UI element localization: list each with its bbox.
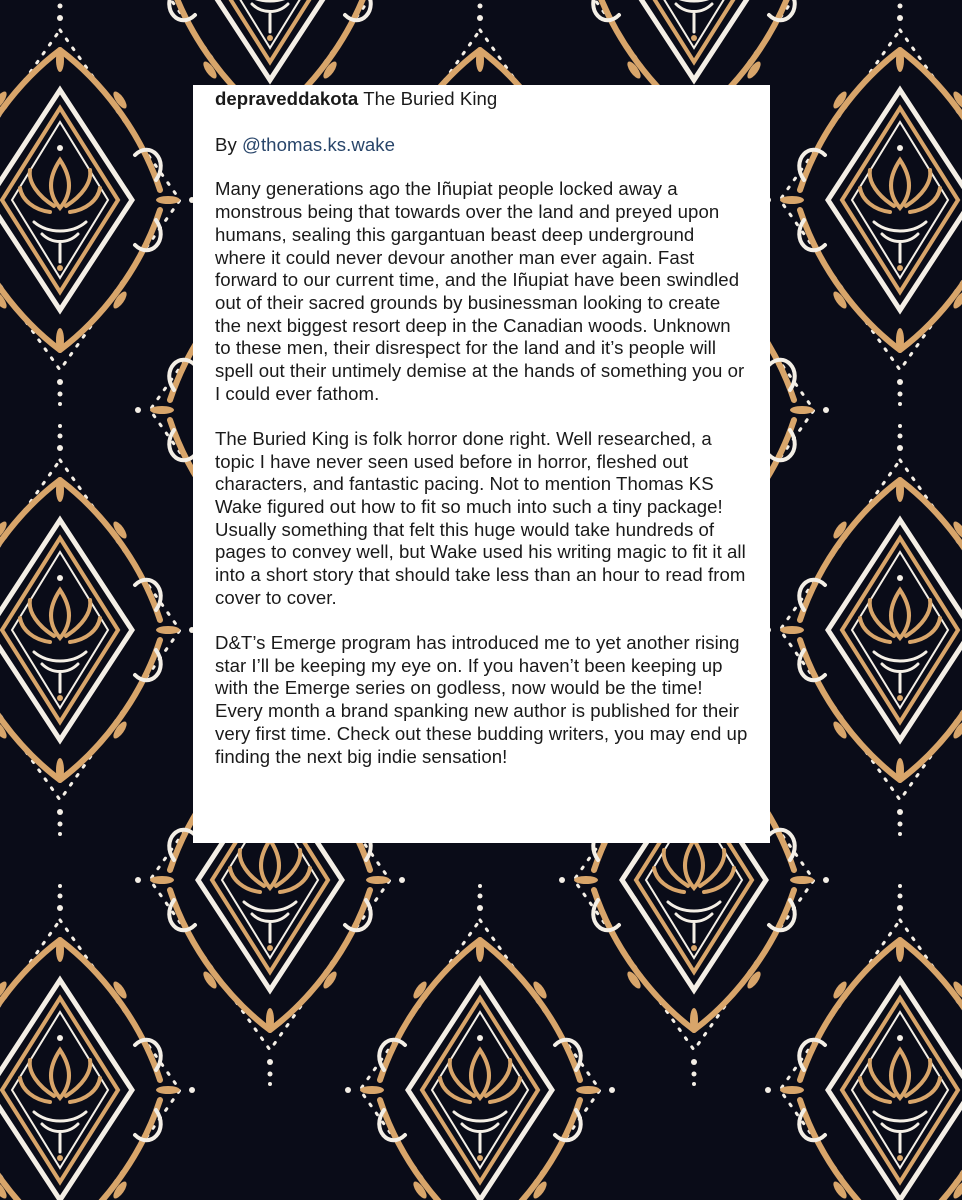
post-header — [215, 88, 750, 111]
post-title: The Buried King — [363, 88, 498, 109]
review-paragraph-opinion: The Buried King is folk horror done right. Well researched, a topic I have never seen used before in horror, fleshed out characters, and fantastic pacing. Not to mention Thomas KS Wake figured out how to fit so much into such a tiny package! Usually something that felt this huge would take hundreds of pages to convey well, but Wake used his writing magic to fit it all into a short story that should take less than an hour to read from cover to cover. — [215, 427, 746, 608]
review-paragraph-synopsis: Many generations ago the Iñupiat people locked away a monstrous being that towards over the land and preyed upon humans, sealing this gargantuan beast deep underground where it could never devour another man ever again. Fast forward to our current time, and the Iñupiat have been swindled out of their sacred grounds by businessman looking to create the next biggest resort deep in the Canadian woods. Unknown to these men, their disrespect for the land and it’s people will spell out their untimely demise at the hands of something you or I could ever fathom. — [215, 178, 745, 404]
review-paragraph-program: D&T’s Emerge program has introduced me to yet another rising star I’ll be keeping my eye on. If you haven’t been keeping up with the Emerge series on godless, now would be the time! Every month a brand spanking new author is published for their very first time. Check out these budding writers, you may end up finding the next big indie sensation! — [215, 632, 748, 767]
username-link[interactable]: depraveddakota — [215, 88, 359, 109]
by-prefix: By — [215, 133, 237, 155]
byline — [215, 134, 750, 157]
author-mention-link[interactable]: @thomas.ks.wake — [242, 133, 395, 155]
post-card — [193, 85, 770, 843]
